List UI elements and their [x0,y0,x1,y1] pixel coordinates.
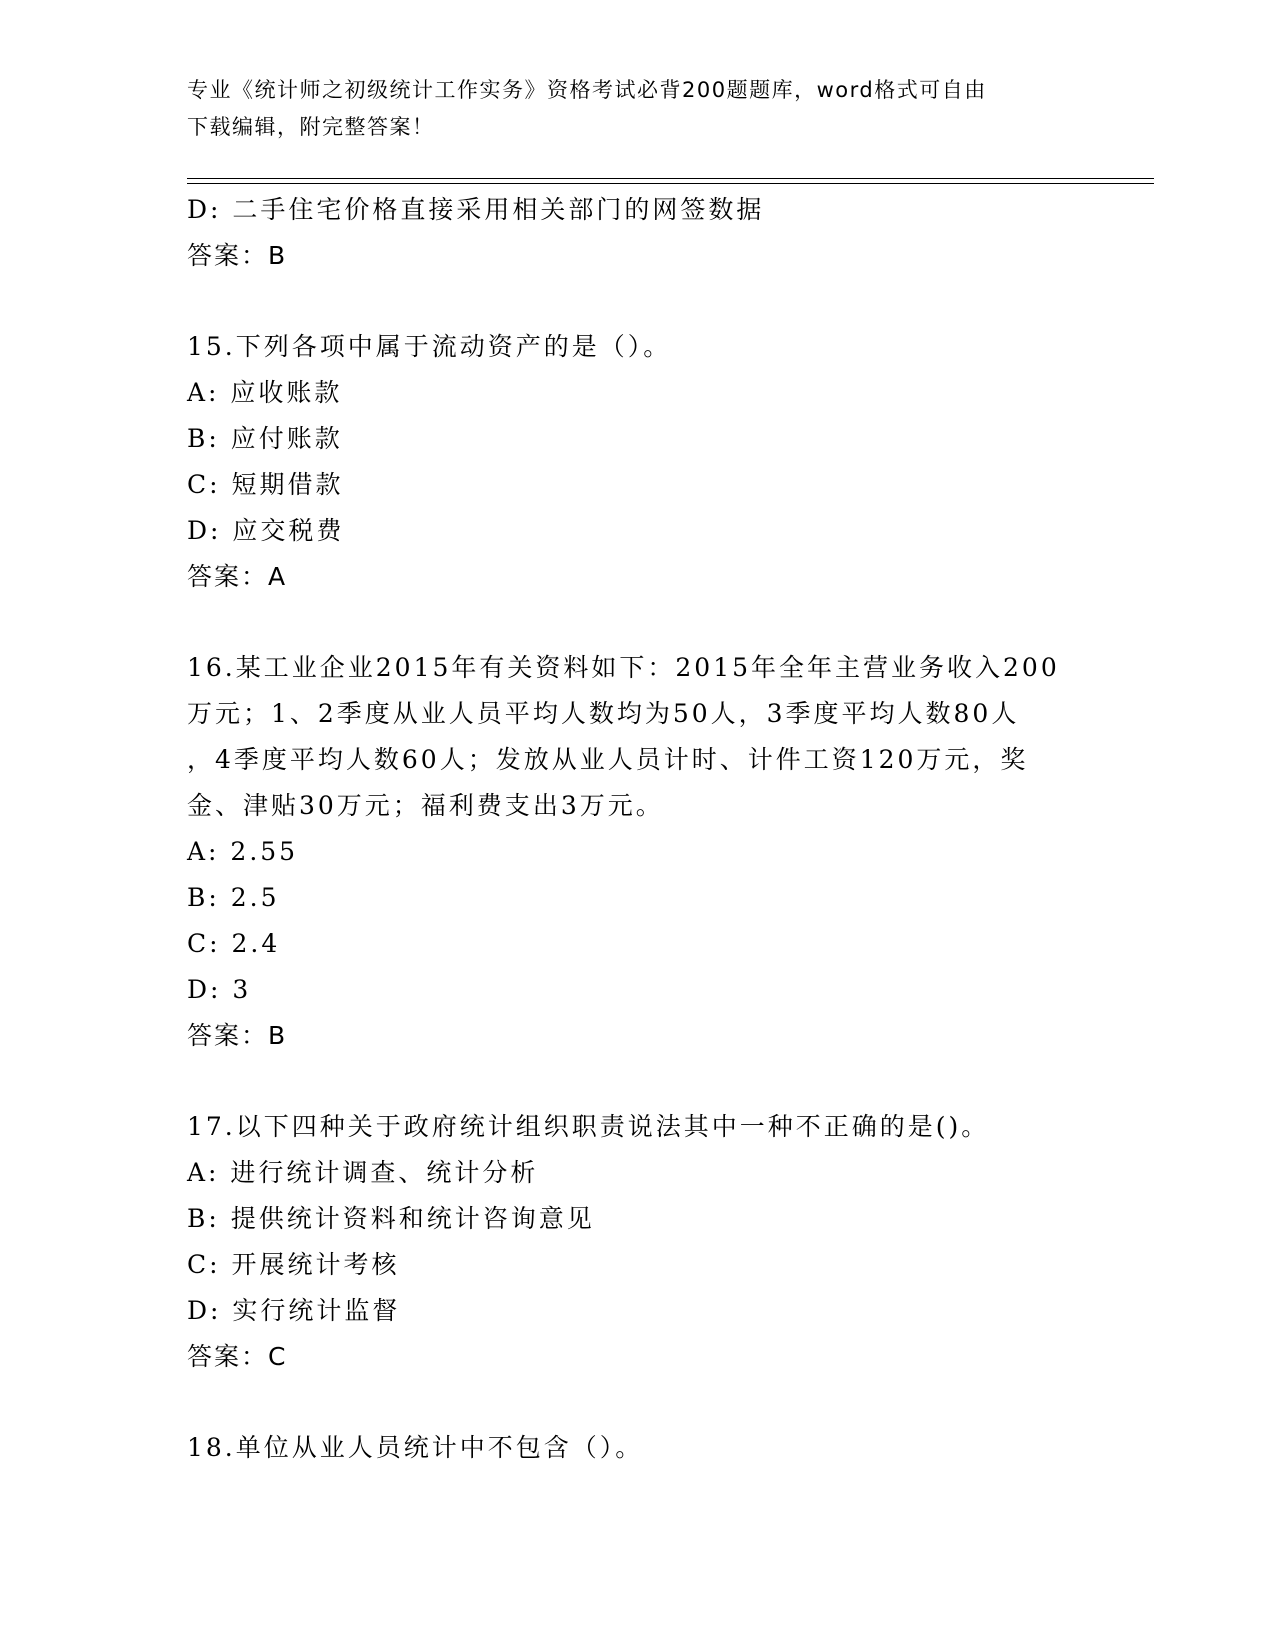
header-divider-bottom [187,183,1154,184]
question-15 [187,324,1087,600]
question-14-tail [187,187,1087,279]
option-c: C: 短期借款 [187,470,344,499]
question-17 [187,1104,1087,1380]
option-d: D: 二手住宅价格直接采用相关部门的网签数据 [187,195,765,224]
question-stem-line-3: ，4季度平均人数60人；发放从业人员计时、计件工资120万元，奖 [187,745,1029,774]
question-stem-line-4: 金、津贴30万元；福利费支出3万元。 [187,791,664,820]
answer: 答案：B [187,1021,288,1050]
option-a: A: 进行统计调查、统计分析 [187,1158,539,1187]
header-line-1: 专业《统计师之初级统计工作实务》资格考试必背200题题库，word格式可自由 [187,78,987,102]
answer: 答案：B [187,241,288,270]
question-stem-line-2: 万元；1、2季度从业人员平均人数均为50人，3季度平均人数80人 [187,699,1020,728]
option-c: C: 开展统计考核 [187,1250,400,1279]
question-stem: 17.以下四种关于政府统计组织职责说法其中一种不正确的是()。 [187,1112,990,1141]
answer: 答案：C [187,1342,288,1371]
option-a: A: 应收账款 [187,378,343,407]
question-list [187,187,1087,1471]
option-d: D: 实行统计监督 [187,1296,401,1325]
option-b: B: 提供统计资料和统计咨询意见 [187,1204,595,1233]
document-header [187,72,1067,146]
option-b: B: 应付账款 [187,424,343,453]
question-18 [187,1425,1087,1471]
question-stem-line-1: 16.某工业企业2015年有关资料如下：2015年全年主营业务收入200 [187,653,1060,682]
header-line-2: 下载编辑，附完整答案！ [187,115,435,139]
option-d: D: 应交税费 [187,516,345,545]
option-a: A: 2.55 [187,837,299,866]
question-stem: 15.下列各项中属于流动资产的是（）。 [187,332,672,361]
option-c: C: 2.4 [187,929,281,958]
question-stem: 18.单位从业人员统计中不包含（）。 [187,1433,644,1462]
answer: 答案：A [187,562,288,591]
option-b: B: 2.5 [187,883,280,912]
question-16 [187,645,1087,1059]
option-d: D: 3 [187,975,252,1004]
header-divider-top [187,178,1154,179]
